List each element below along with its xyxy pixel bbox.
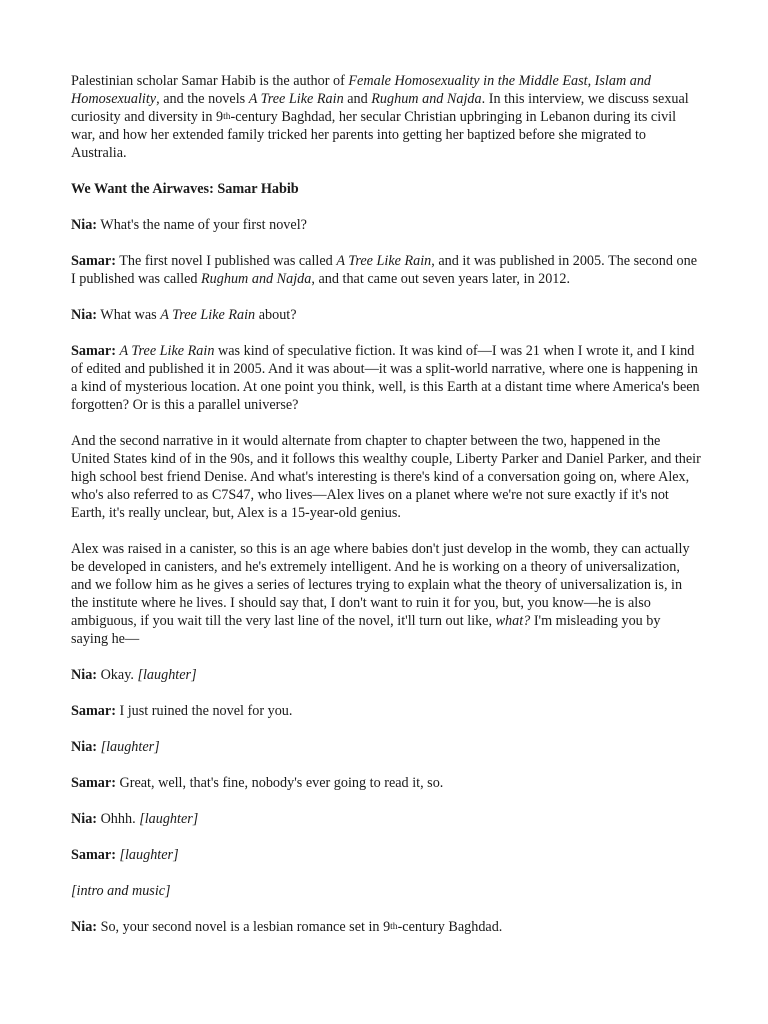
intro-paragraph: Palestinian scholar Samar Habib is the author of Female Homosexuality in the Middle East, Islam and Homosexuality, and the novels A Tree Like Rain and Rughum and Najda. In this interview, we discuss sexual curiosity and diversity in 9th-century Baghdad, her secular Christian upbringing in Lebanon during its civil war, and how her extended family tricked her parents into getting her baptized before she migrated to Australia. [71, 73, 689, 161]
speaker-label: Nia: [71, 307, 98, 323]
dialogue-line: Samar: The first novel I published was called A Tree Like Rain, and it was published in 2005. The second one I published was called Rughum and Najda, and that came out seven years later, in 2012. [71, 253, 697, 287]
dialogue-line [71, 846, 701, 864]
speaker-label: Samar: [71, 253, 116, 269]
speaker-label: Samar: [71, 703, 116, 719]
dialogue-line: Nia: What's the name of your first novel? [71, 217, 307, 233]
book-title: A Tree Like Rain [248, 91, 344, 107]
dialogue-line: Samar: A Tree Like Rain was kind of speculative fiction. It was kind of—I was 21 when I wrote it, and I kind of edited and published it in 2005. And it was about—it was a split-world narrative, where one is happening in a kind of mysterious location. At one point you think, well, is this Earth at a distant time where America's been forgotten? Or is this a parallel universe? [71, 343, 700, 413]
stage-direction: [laughter] [100, 739, 160, 755]
dialogue-line: Nia: So, your second novel is a lesbian romance set in 9th-century Baghdad. [71, 919, 503, 935]
dialogue-line: Samar: Great, well, that's fine, nobody's ever going to read it, so. [71, 775, 444, 791]
book-title: A Tree Like Rain [119, 343, 215, 359]
dialogue-line: Samar: I just ruined the novel for you. [71, 703, 293, 719]
speaker-label: Samar: [71, 775, 116, 791]
speaker-label: Samar: [71, 847, 116, 863]
body-paragraph: And the second narrative in it would alternate from chapter to chapter between the two, happened in the United States kind of in the 90s, and it follows this wealthy couple, Liberty Parker and Daniel Parker, and their high school best friend Denise. And what's interesting is there's kind of a conversation going on, where Alex, who's also referred to as C7S47, who lives—Alex lives on a planet where we're not sure exactly if it's not Earth, it's really unclear, but, Alex is a 15-year-old genius. [71, 433, 701, 521]
stage-direction-line [71, 882, 701, 900]
superscript: th [390, 922, 398, 932]
body-paragraph: Alex was raised in a canister, so this is an age where babies don't just develop in the womb, they can actually be developed in canisters, and he's extremely intelligent. And he is working on a theory of universalization, and we follow him as he gives a series of lectures trying to explain what the theory of universalization is, in the institute where he lives. I should say that, I don't want to ruin it for you, but, you know—he is also ambiguous, if you wait till the very last line of the novel, it'll turn out like, what? I'm misleading you by saying he— [71, 541, 690, 647]
speaker-label: Samar: [71, 343, 116, 359]
book-title: Rughum and Najda [371, 91, 482, 107]
emphasis: what? [495, 613, 531, 629]
stage-direction: [laughter] [139, 811, 199, 827]
dialogue-line: Nia: What was A Tree Like Rain about? [71, 307, 297, 323]
book-title: A Tree Like Rain [160, 307, 256, 323]
dialogue-line: Nia: Ohhh. [laughter] [71, 811, 199, 827]
book-title: Islam and Homosexuality [71, 73, 652, 107]
speaker-label: Nia: [71, 217, 98, 233]
stage-direction: [laughter] [137, 667, 197, 683]
speaker-label: Nia: [71, 811, 98, 827]
dialogue-line [71, 738, 701, 756]
interview-title: We Want the Airwaves: Samar Habib [71, 181, 299, 197]
speaker-label: Nia: [71, 667, 98, 683]
superscript: th [223, 112, 231, 122]
stage-direction: [laughter] [119, 847, 179, 863]
book-title: Rughum and Najda [201, 271, 312, 287]
dialogue-line: Nia: Okay. [laughter] [71, 667, 197, 683]
stage-direction: [intro and music] [71, 883, 171, 899]
book-title: A Tree Like Rain [336, 253, 432, 269]
document-body [71, 72, 701, 954]
speaker-label: Nia: [71, 919, 98, 935]
speaker-label: Nia: [71, 739, 98, 755]
book-title: Female Homosexuality in the Middle East [348, 73, 588, 89]
